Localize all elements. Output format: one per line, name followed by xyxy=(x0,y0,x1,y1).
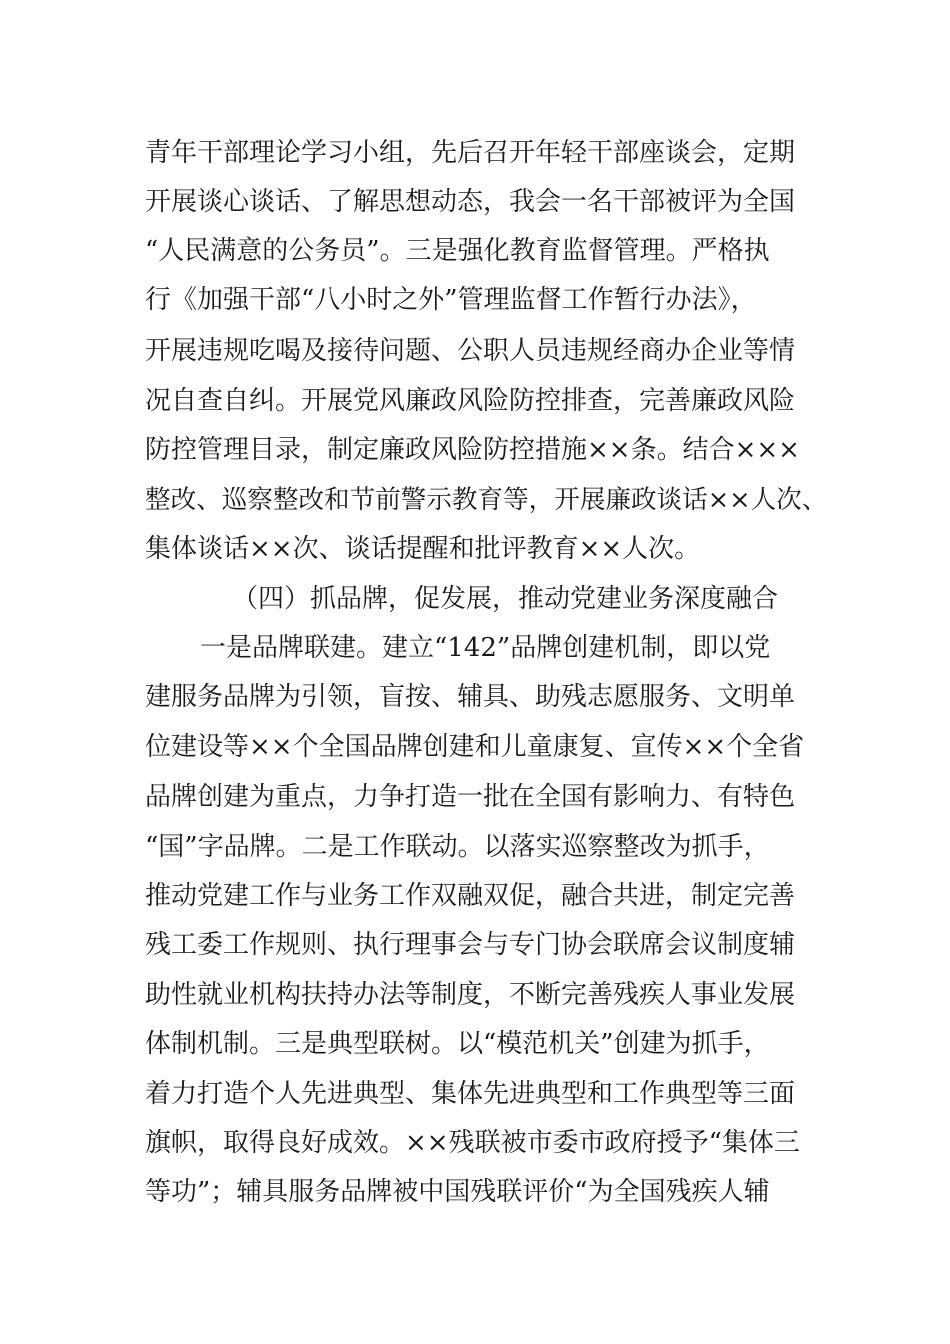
text-line: “人民满意的公务员”。三是强化教育监督管理。严格执 xyxy=(145,236,770,266)
text-line: 一是品牌联建。建立“142”品牌创建机制，即以党 xyxy=(200,633,771,663)
text-line: 建服务品牌为引领，盲按、辅具、助残志愿服务、文明单 xyxy=(145,682,796,712)
text-line: 防控管理目录，制定廉政风险防控措施××条。结合××× xyxy=(145,435,800,465)
text-line: 集体谈话××次、谈话提醒和批评教育××人次。 xyxy=(145,534,701,564)
text-line: “国”字品牌。二是工作联动。以落实巡察整改为抓手， xyxy=(145,832,770,862)
section-heading: （四）抓品牌，促发展，推动党建业务深度融合 xyxy=(232,584,779,614)
text-line: 位建设等××个全国品牌创建和儿童康复、宣传××个全省 xyxy=(145,732,805,762)
text-line: 旗帜，取得良好成效。××残联被市委市政府授予“集体三 xyxy=(145,1128,800,1158)
text-line: 品牌创建为重点，力争打造一批在全国有影响力、有特色 xyxy=(145,782,796,812)
text-line: 着力打造个人先进典型、集体先进典型和工作典型等三面 xyxy=(145,1079,796,1109)
text-line: 开展违规吃喝及接待问题、公职人员违规经商办企业等情 xyxy=(145,336,796,366)
text-line: 体制机制。三是典型联树。以“模范机关”创建为抓手， xyxy=(145,1029,770,1059)
text-line: 青年干部理论学习小组，先后召开年轻干部座谈会，定期 xyxy=(145,138,796,168)
text-line: 行《加强干部“八小时之外”管理监督工作暂行办法》， xyxy=(145,285,757,315)
text-line: 残工委工作规则、执行理事会与专门协会联席会议制度辅 xyxy=(145,930,796,960)
text-line: 推动党建工作与业务工作双融双促，融合共进，制定完善 xyxy=(145,881,796,911)
text-line: 助性就业机构扶持办法等制度，不断完善残疾人事业发展 xyxy=(145,980,796,1010)
text-line: 开展谈心谈话、了解思想动态，我会一名干部被评为全国 xyxy=(145,187,796,217)
text-line: 整改、巡察整改和节前警示教育等，开展廉政谈话××人次、 xyxy=(145,485,828,515)
text-line: 等功”；辅具服务品牌被中国残联评价“为全国残疾人辅 xyxy=(145,1177,770,1207)
text-line: 况自查自纠。开展党风廉政风险防控排查，完善廉政风险 xyxy=(145,386,796,416)
